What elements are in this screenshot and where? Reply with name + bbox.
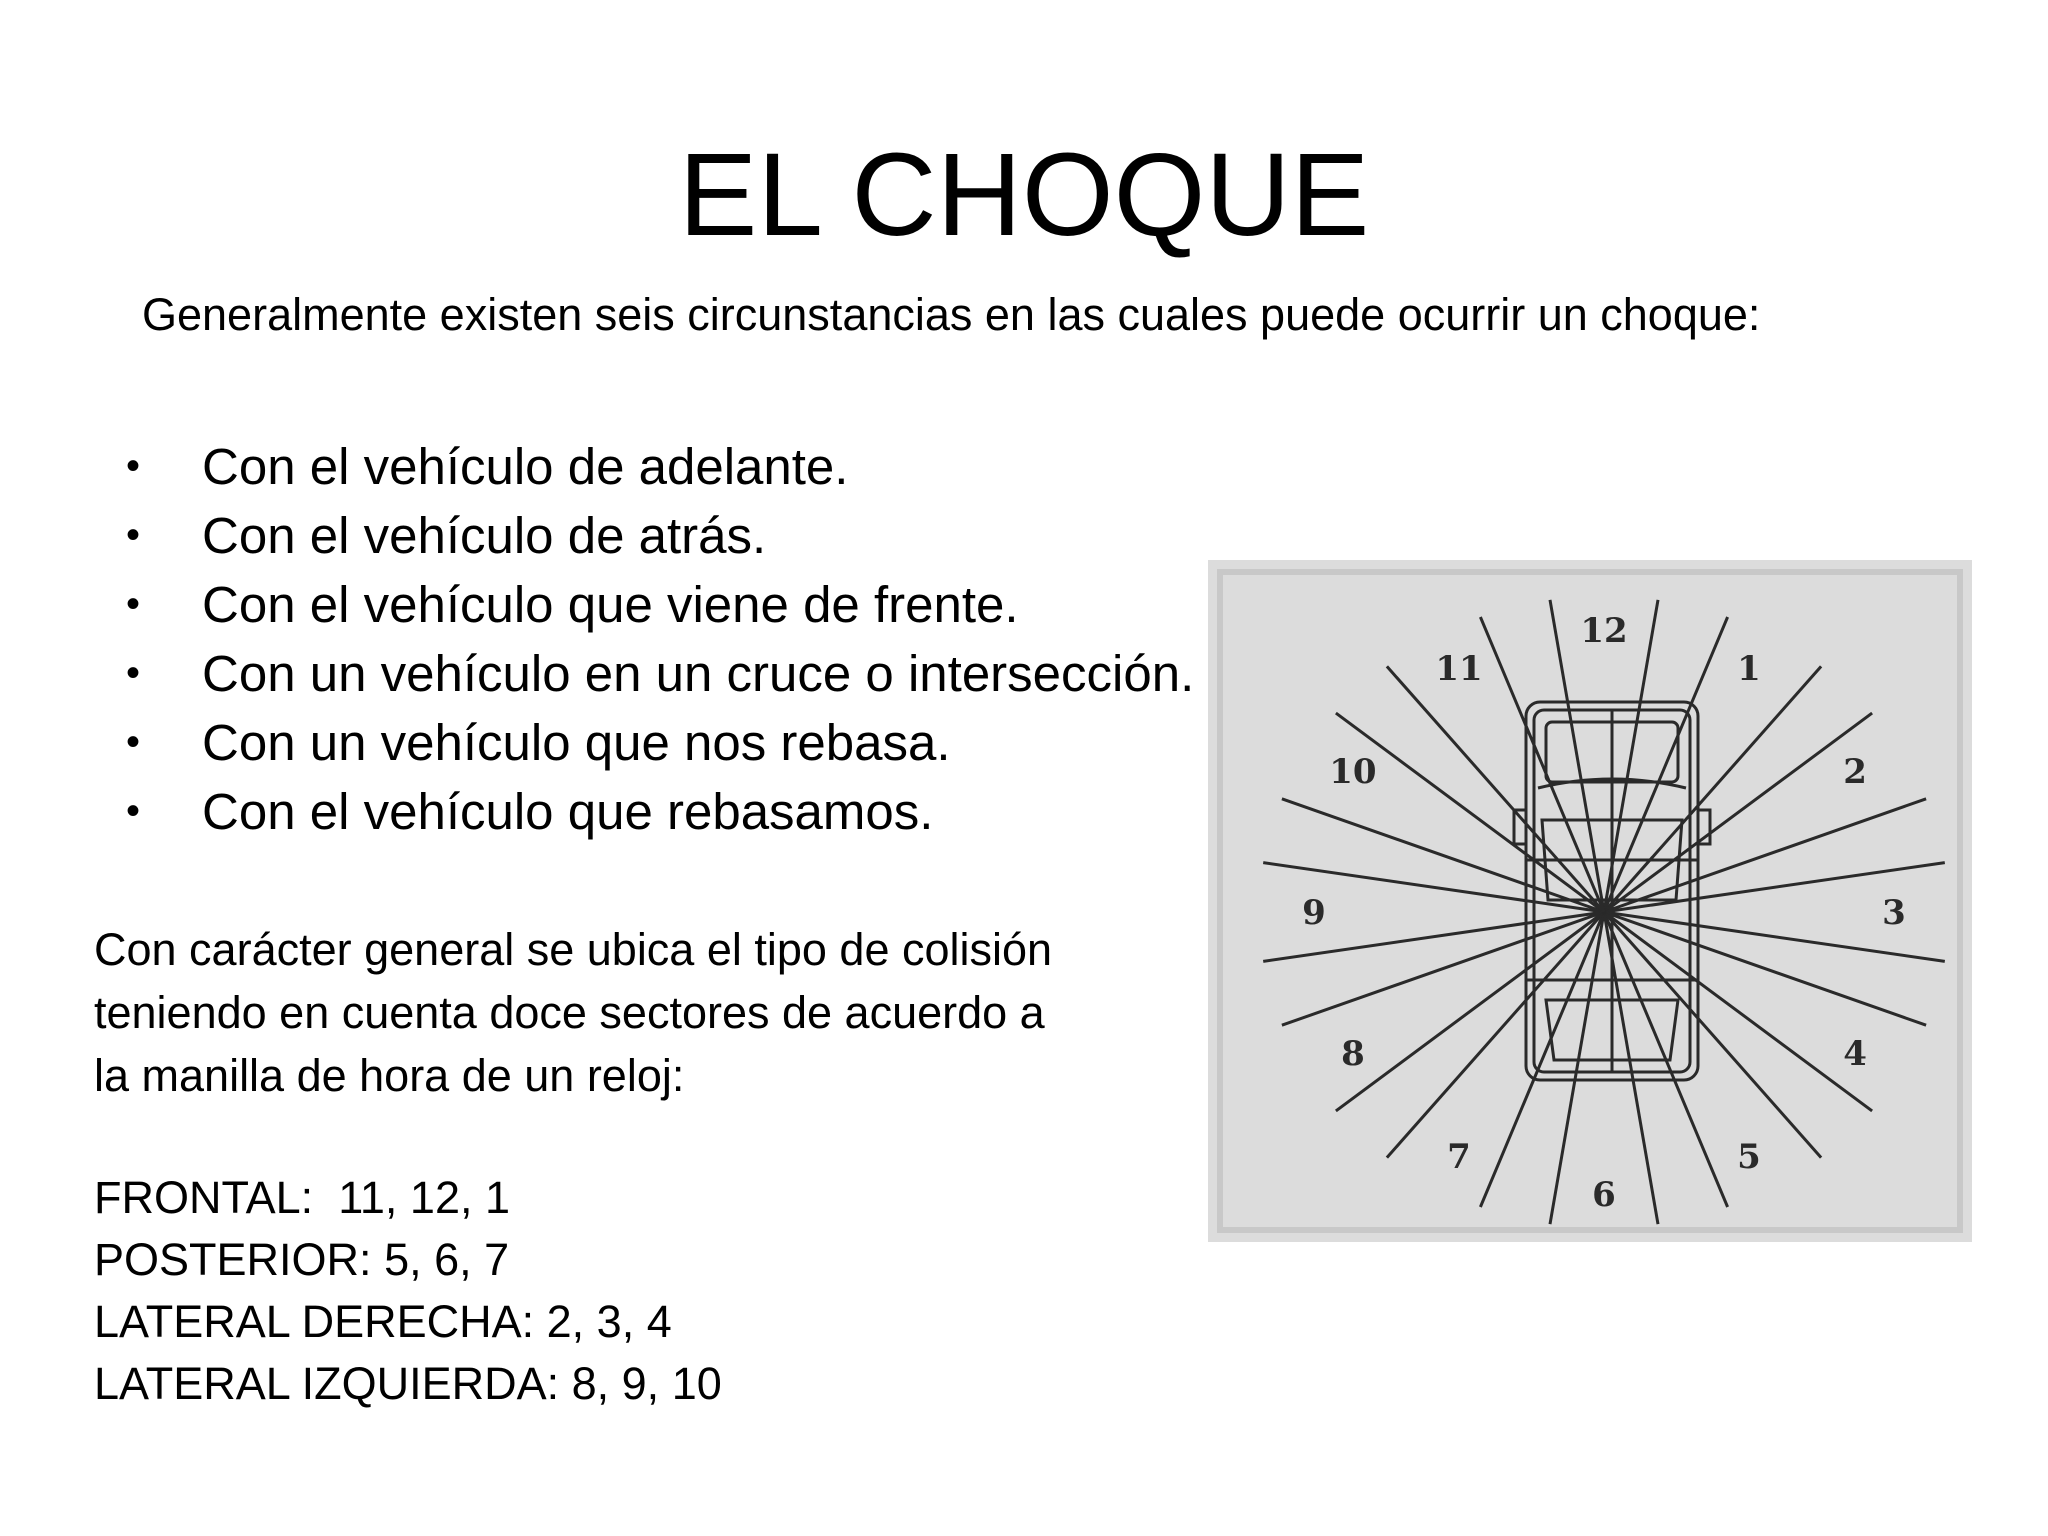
slide-title: EL CHOQUE	[678, 129, 1370, 261]
bullet-icon: •	[126, 513, 141, 557]
circumstances-list	[118, 432, 1194, 846]
clock-collision-diagram	[1208, 560, 1972, 1242]
classification-frontal: FRONTAL: 11, 12, 1	[94, 1172, 511, 1223]
clock-number: 12	[1580, 611, 1628, 651]
list-item: • Con el vehículo de adelante.	[118, 432, 1194, 501]
clock-number: 4	[1843, 1034, 1867, 1074]
classification-lateral-derecha: LATERAL DERECHA: 2, 3, 4	[94, 1296, 672, 1347]
bullet-icon: •	[126, 582, 141, 626]
list-item: • Con el vehículo que viene de frente.	[118, 570, 1194, 639]
intro-text: Generalmente existen seis circunstancias en las cuales puede ocurrir un choque:	[142, 289, 1761, 340]
clock-number: 10	[1329, 752, 1377, 792]
clock-number: 8	[1341, 1034, 1365, 1074]
bullet-icon: •	[126, 720, 141, 764]
list-item: • Con un vehículo que nos rebasa.	[118, 708, 1194, 777]
bullet-icon: •	[126, 651, 141, 695]
clock-number: 6	[1592, 1175, 1616, 1215]
list-item: • Con el vehículo que rebasamos.	[118, 777, 1194, 846]
clock-number: 2	[1843, 752, 1867, 792]
clock-sectors-description	[94, 918, 1052, 1107]
list-item: • Con un vehículo en un cruce o intersección.	[118, 639, 1194, 708]
bullet-icon: •	[126, 444, 141, 488]
sector-lines	[1263, 600, 1945, 1224]
clock-number: 7	[1447, 1137, 1471, 1178]
clock-number: 11	[1435, 648, 1483, 689]
list-item: • Con el vehículo de atrás.	[118, 501, 1194, 570]
classification-lateral-izquierda: LATERAL IZQUIERDA: 8, 9, 10	[94, 1358, 722, 1409]
description-line: la manilla de hora de un reloj:	[94, 1050, 685, 1101]
description-line: Con carácter general se ubica el tipo de colisión	[94, 924, 1053, 975]
clock-number: 9	[1302, 893, 1326, 933]
diagram-svg	[1208, 560, 1972, 1242]
description-line: teniendo en cuenta doce sectores de acuerdo a	[94, 987, 1045, 1038]
clock-number: 5	[1737, 1137, 1761, 1178]
collision-classifications	[94, 1167, 722, 1415]
clock-number: 3	[1882, 893, 1906, 933]
bullet-icon: •	[126, 789, 141, 833]
clock-number: 1	[1737, 648, 1761, 689]
classification-posterior: POSTERIOR: 5, 6, 7	[94, 1234, 510, 1285]
